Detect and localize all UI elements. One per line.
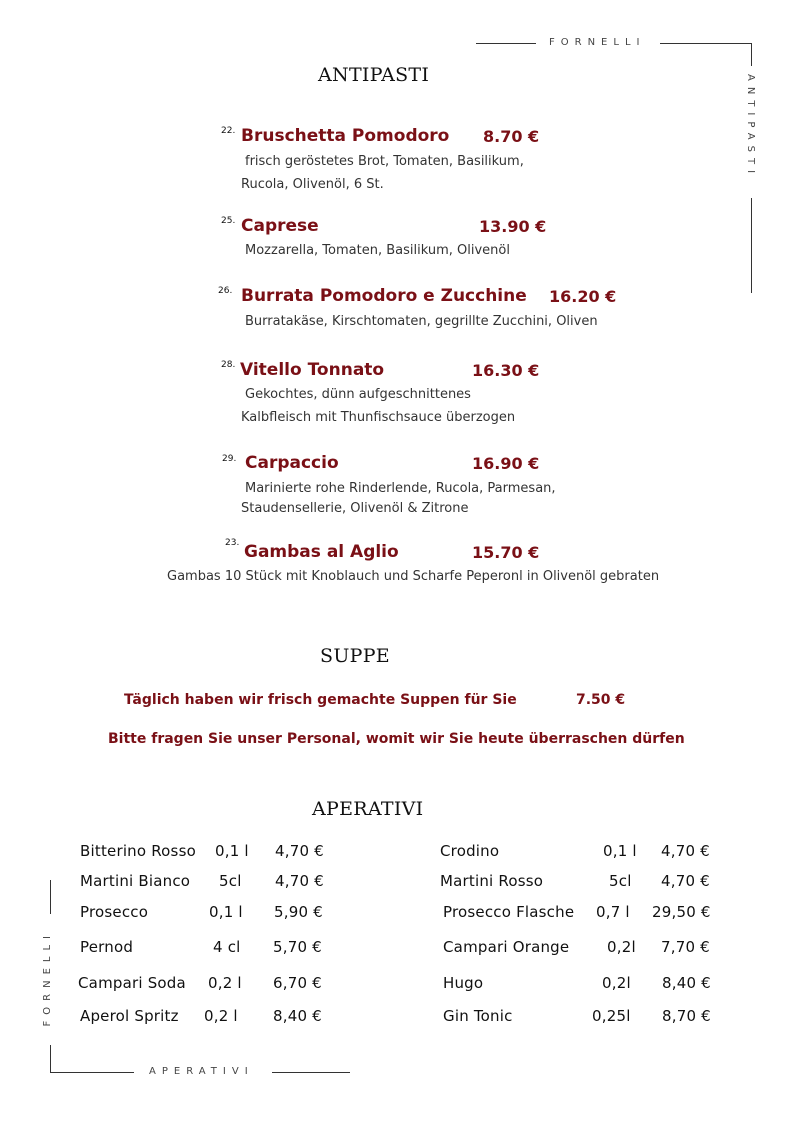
item-description: Mozzarella, Tomaten, Basilikum, Olivenöl — [245, 243, 510, 258]
aperitif-name: Martini Rosso — [440, 872, 544, 890]
aperitif-price: 4,70 € — [661, 842, 710, 860]
right-frame-label: ANTIPASTI — [745, 74, 756, 180]
item-description: frisch geröstetes Brot, Tomaten, Basilikum, — [245, 154, 524, 169]
item-number: 23. — [225, 538, 240, 548]
aperitif-price: 5,90 € — [274, 903, 323, 921]
bottom-frame-label: APERATIVI — [149, 1066, 254, 1077]
right-rule-bottom — [751, 198, 752, 293]
item-description: Burratakäse, Kirschtomaten, gegrillte Zucchini, Oliven — [245, 314, 598, 329]
aperitif-name: Hugo — [443, 974, 484, 992]
aperitif-price: 4,70 € — [661, 872, 710, 890]
aperitif-quantity: 0,2l — [602, 974, 631, 992]
aperitif-quantity: 5cl — [609, 872, 632, 890]
left-frame-label: FORNELLI — [42, 930, 53, 1027]
item-description: Marinierte rohe Rinderlende, Rucola, Parmesan, — [245, 481, 556, 496]
aperitif-quantity: 0,1 l — [603, 842, 637, 860]
item-price: 16.30 € — [472, 361, 540, 380]
aperitif-name: Pernod — [80, 938, 134, 956]
top-rule-right — [660, 43, 752, 44]
aperitif-price: 4,70 € — [275, 872, 324, 890]
item-number: 26. — [218, 286, 233, 296]
aperitif-name: Gin Tonic — [443, 1007, 513, 1025]
aperitif-quantity: 4 cl — [213, 938, 241, 956]
item-description: Gekochtes, dünn aufgeschnittenes — [245, 387, 471, 402]
aperitif-price: 5,70 € — [273, 938, 322, 956]
item-description: Rucola, Olivenöl, 6 St. — [241, 177, 384, 192]
bottom-rule-right — [272, 1072, 350, 1073]
item-description: Gambas 10 Stück mit Knoblauch und Scharfe Peperonl in Olivenöl gebraten — [167, 569, 660, 584]
soup-ask-staff-text: Bitte fragen Sie unser Personal, womit wir Sie heute überraschen dürfen — [108, 731, 685, 747]
item-name: Burrata Pomodoro e Zucchine — [241, 286, 527, 306]
aperitif-price: 6,70 € — [273, 974, 322, 992]
item-price: 16.20 € — [549, 287, 617, 306]
aperitif-quantity: 5cl — [219, 872, 242, 890]
aperitif-quantity: 0,7 l — [596, 903, 630, 921]
item-name: Carpaccio — [245, 453, 339, 473]
item-price: 13.90 € — [479, 217, 547, 236]
item-price: 16.90 € — [472, 454, 540, 473]
aperitif-quantity: 0,1 l — [215, 842, 249, 860]
aperitif-quantity: 0,2 l — [208, 974, 242, 992]
aperitif-quantity: 0,1 l — [209, 903, 243, 921]
antipasti-heading: ANTIPASTI — [318, 64, 430, 86]
aperitif-price: 4,70 € — [275, 842, 324, 860]
item-name: Gambas al Aglio — [244, 542, 399, 562]
aperitif-name: Campari Soda — [78, 974, 186, 992]
item-price: 15.70 € — [472, 543, 540, 562]
aperativi-heading: APERATIVI — [312, 798, 424, 820]
aperitif-quantity: 0,2 l — [204, 1007, 238, 1025]
aperitif-quantity: 0,2l — [607, 938, 636, 956]
suppe-heading: SUPPE — [320, 645, 390, 667]
item-name: Caprese — [241, 216, 319, 236]
aperitif-price: 8,70 € — [662, 1007, 711, 1025]
aperitif-name: Crodino — [440, 842, 500, 860]
aperitif-name: Aperol Spritz — [80, 1007, 179, 1025]
item-number: 28. — [221, 360, 236, 370]
aperitif-quantity: 0,25l — [592, 1007, 631, 1025]
top-frame-label: FORNELLI — [549, 37, 646, 48]
aperitif-name: Campari Orange — [443, 938, 570, 956]
aperitif-name: Bitterino Rosso — [80, 842, 196, 860]
aperitif-name: Prosecco Flasche — [443, 903, 575, 921]
aperitif-name: Martini Bianco — [80, 872, 191, 890]
aperitif-name: Prosecco — [80, 903, 149, 921]
left-rule-bottom — [50, 1045, 51, 1073]
aperitif-price: 8,40 € — [273, 1007, 322, 1025]
bottom-rule-left — [50, 1072, 134, 1073]
aperitif-price: 8,40 € — [662, 974, 711, 992]
soup-price: 7.50 € — [576, 692, 626, 708]
item-description: Kalbfleisch mit Thunfischsauce überzogen — [241, 410, 516, 425]
aperitif-price: 7,70 € — [661, 938, 710, 956]
item-name: Bruschetta Pomodoro — [241, 126, 450, 146]
aperitif-price: 29,50 € — [652, 903, 711, 921]
right-rule-top — [751, 43, 752, 66]
item-name: Vitello Tonnato — [240, 360, 385, 380]
top-rule-left — [476, 43, 536, 44]
soup-offer-text: Täglich haben wir frisch gemachte Suppen für Sie — [124, 692, 517, 708]
item-number: 22. — [221, 126, 236, 136]
item-number: 29. — [222, 454, 237, 464]
item-number: 25. — [221, 216, 236, 226]
item-description: Staudensellerie, Olivenöl & Zitrone — [241, 501, 469, 516]
item-price: 8.70 € — [483, 127, 540, 146]
left-rule-top — [50, 880, 51, 914]
